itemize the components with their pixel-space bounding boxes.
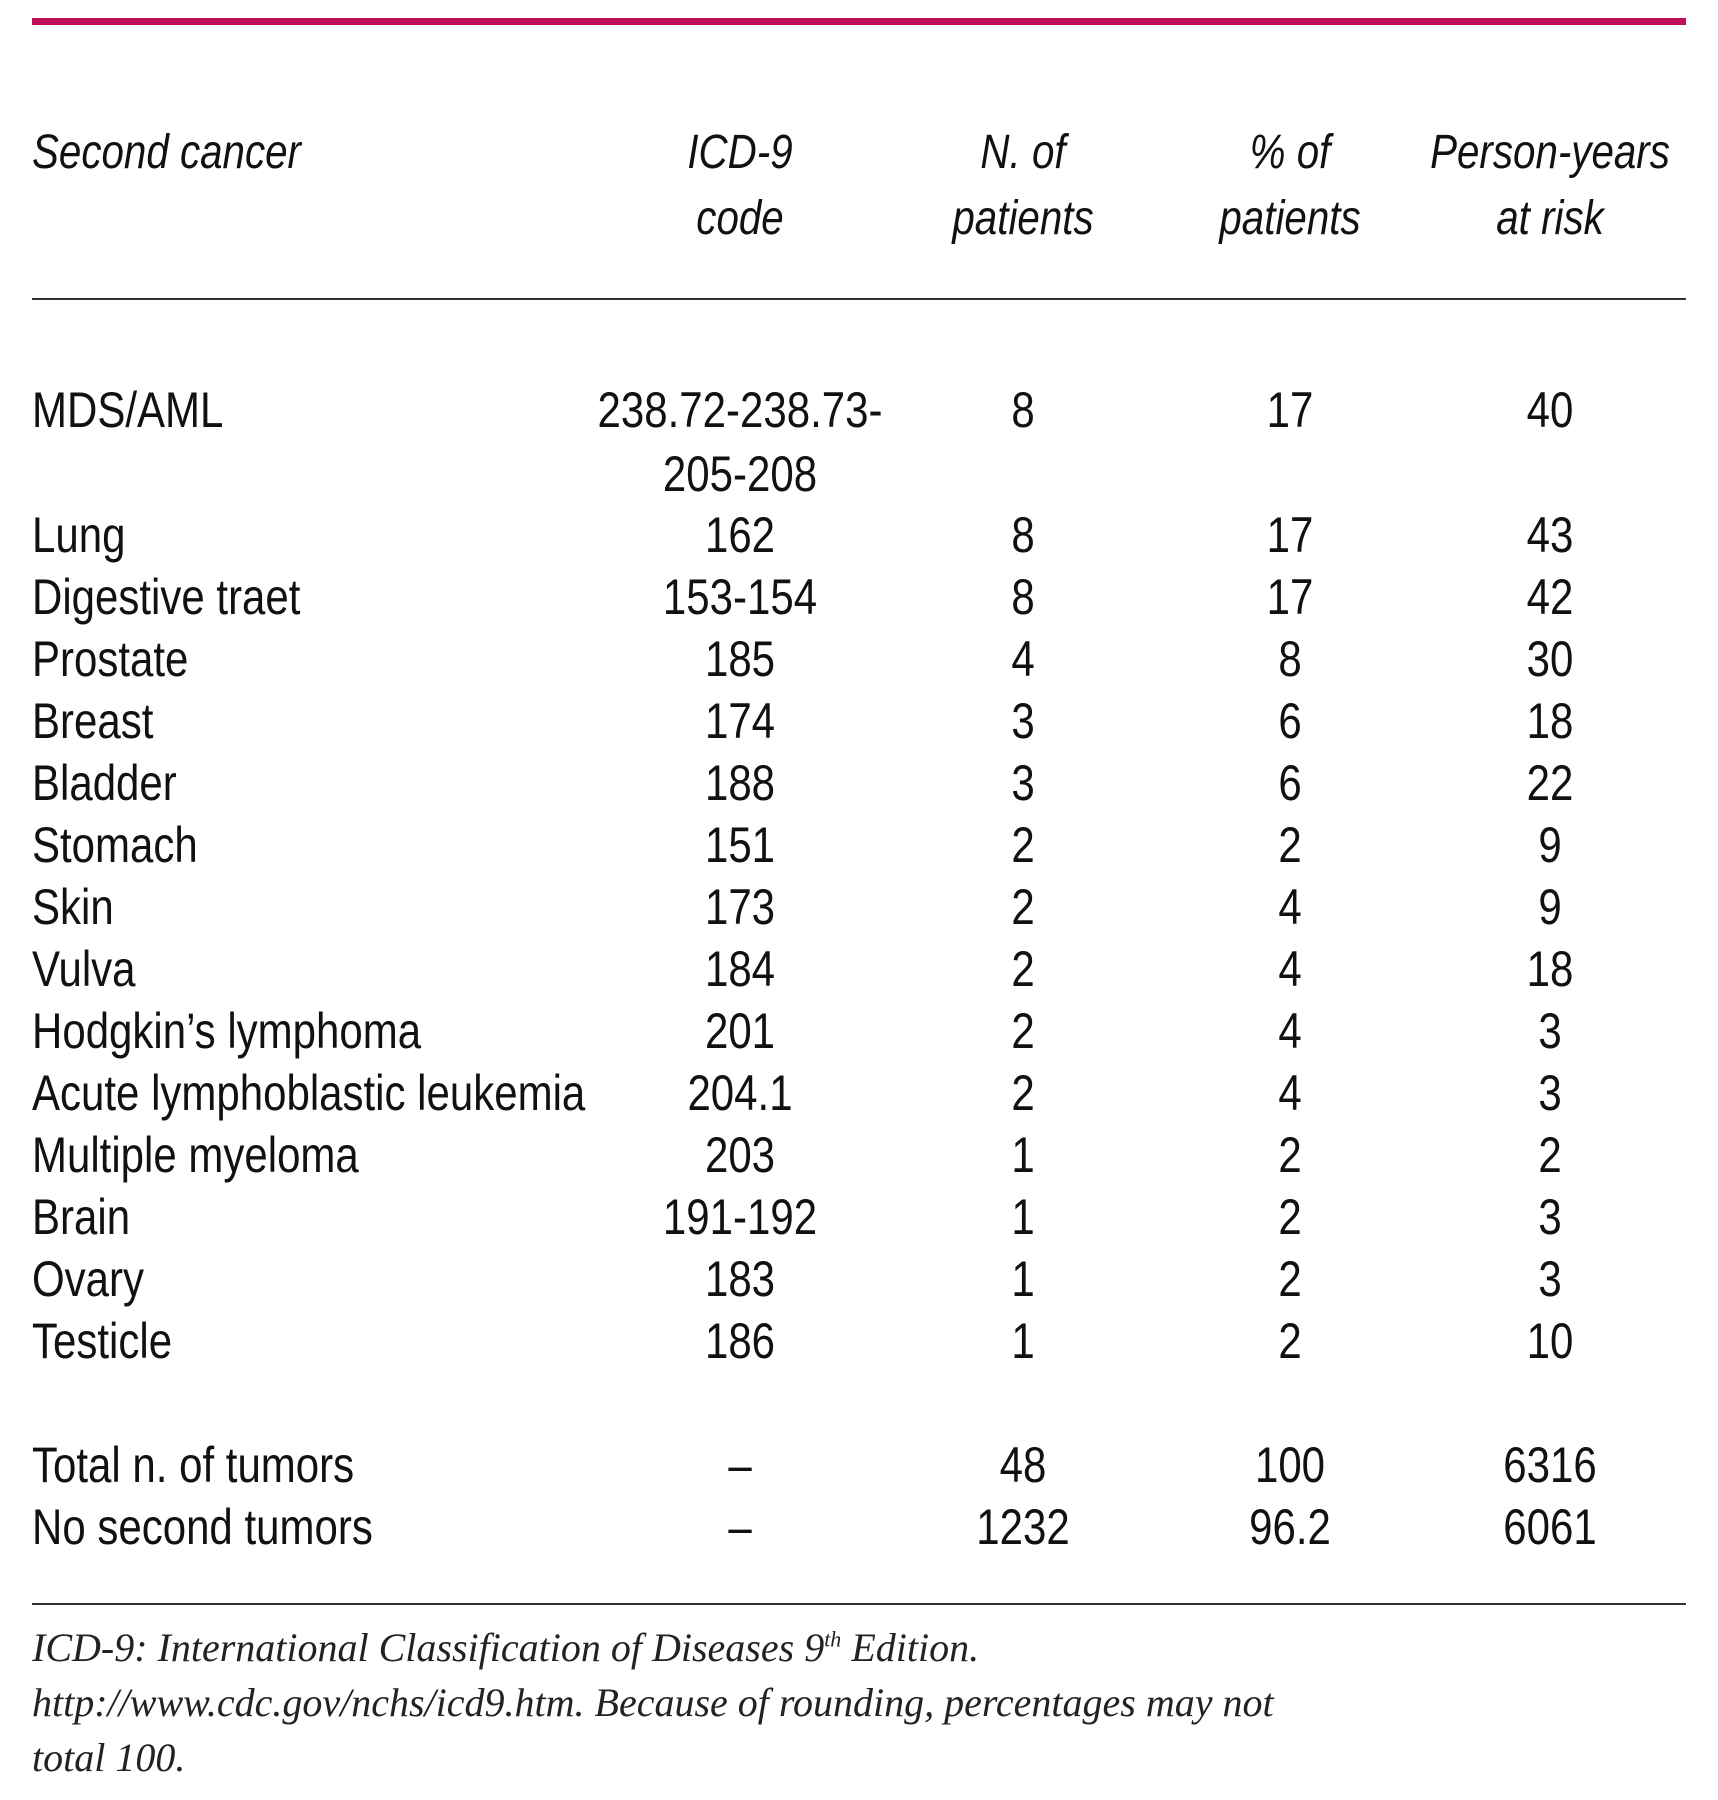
header-py-line1: Person-years xyxy=(1430,126,1670,179)
header-n-line2: patients xyxy=(952,192,1094,245)
row-name: Ovary xyxy=(32,1251,145,1307)
row-name: Multiple myeloma xyxy=(32,1127,359,1183)
footnote-line3: total 100. xyxy=(32,1735,186,1780)
header-second-cancer: Second cancer xyxy=(32,126,301,179)
row-code-line1: 238.72-238.73- xyxy=(597,382,883,438)
row-name: Digestive traet xyxy=(32,569,301,625)
header-pct-line2: patients xyxy=(1219,192,1361,245)
header-rule xyxy=(32,298,1686,300)
row-name: Vulva xyxy=(32,941,136,997)
row-name: Brain xyxy=(32,1189,131,1245)
row-name: Breast xyxy=(32,693,154,749)
footnote-line2: http://www.cdc.gov/nchs/icd9.htm. Because of rounding, percentages may not xyxy=(32,1680,1274,1725)
row-name: Stomach xyxy=(32,817,198,873)
row-name: Testicle xyxy=(32,1313,173,1369)
footer-rule xyxy=(32,1603,1686,1605)
header-icd-line1: ICD-9 xyxy=(687,126,793,179)
top-accent-rule xyxy=(32,18,1686,25)
header-icd-line2: code xyxy=(696,192,784,245)
row-name: Total n. of tumors xyxy=(32,1437,355,1493)
row-name: MDS/AML xyxy=(32,382,224,438)
footnote-line1: ICD-9: International Classification of Diseases 9th Edition. xyxy=(32,1625,980,1670)
row-name: Bladder xyxy=(32,755,177,811)
header-pct-line1: % of xyxy=(1249,126,1331,179)
row-name: Acute lymphoblastic leukemia xyxy=(32,1065,586,1121)
row-name: Skin xyxy=(32,879,114,935)
row-code-line2: 205-208 xyxy=(662,446,818,502)
table-page: Second cancer ICD-9 code N. of patients % of patients Person-years at risk MDS/AML 238.72-238.73- 205-208 8 17 40 Lung 162 8 17 43 Digestive traet 153-154 8 17 42 Prostate 185 4 8 30 Breast 174 3 6 18 Bladder 188 3 6 22 Stomach 151 2 2 9 Skin 173 2 4 9 Vulva 184 2 4 18 Hodgkin’s lymphoma 201 2 4 3 Acute lymphoblastic leukemia 204.1 2 4 3 Multiple myeloma 203 1 2 2 Brain 191-192 1 2 3 Ovary 183 1 2 3 Testicle 186 1 2 10 Total n. of tumors – 48 100 6316 No second tumors – 1232 96.2 6061 ICD-9: International Classification of Diseases 9th Edition. http://www.cdc.gov/nchs/icd9.htm. Because of rounding, percentages may not total 100. xyxy=(0,0,1718,1800)
row-name: Hodgkin’s lymphoma xyxy=(32,1003,422,1059)
header-n-line1: N. of xyxy=(980,126,1066,179)
row-name: Prostate xyxy=(32,631,189,687)
header-py-line2: at risk xyxy=(1496,192,1604,245)
row-name: Lung xyxy=(32,507,126,563)
table-footnote xyxy=(32,1620,1672,1785)
row-name: No second tumors xyxy=(32,1499,373,1555)
